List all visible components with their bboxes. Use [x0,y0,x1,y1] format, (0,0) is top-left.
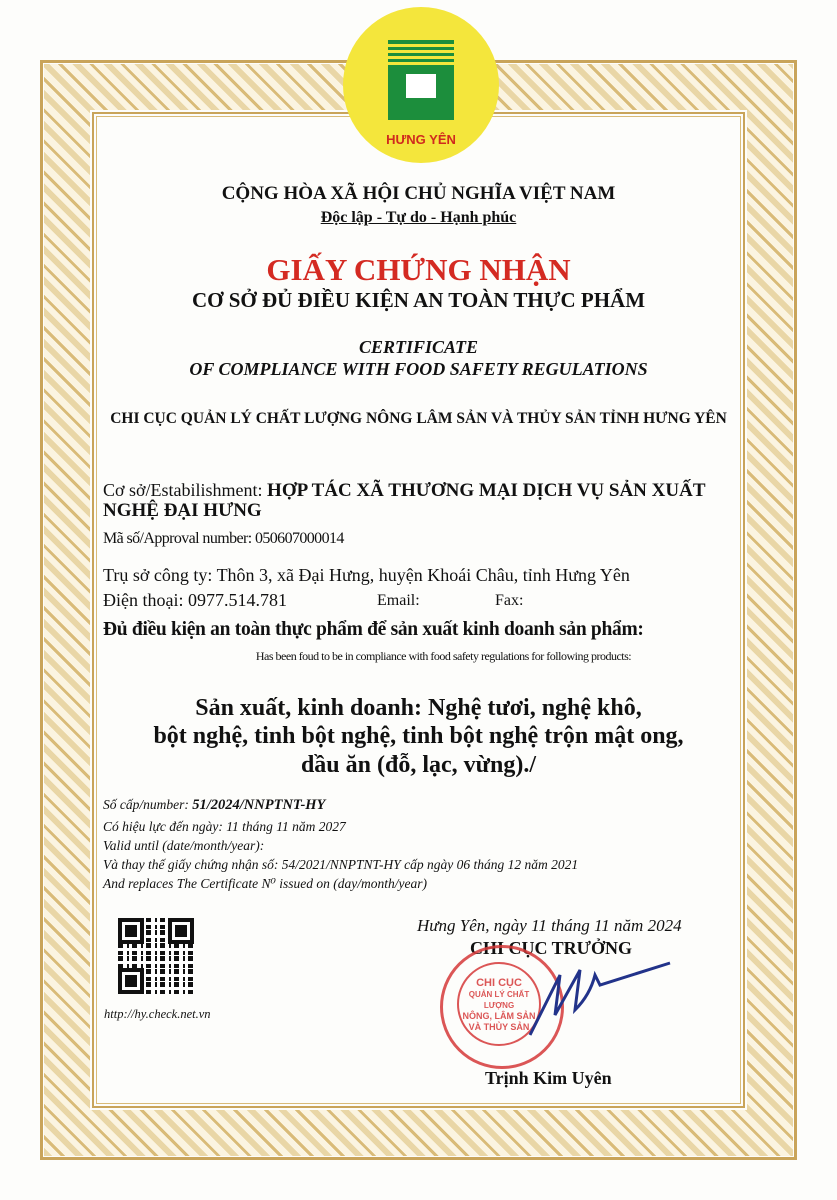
certificate-subtitle: CƠ SỞ ĐỦ ĐIỀU KIỆN AN TOÀN THỰC PHẨM [191,288,646,312]
establishment-name-cont: NGHỆ ĐẠI HƯNG [103,500,262,521]
phone-label: Điện thoại: [103,590,184,610]
number-label: Số cấp/number: [103,797,189,812]
valid-until-line [103,819,346,835]
approval-line [103,530,344,548]
stamp-line: NÔNG, LÂM SẢN [462,1011,536,1021]
certificate-subtitle-en: OF COMPLIANCE WITH FOOD SAFETY REGULATIONS [189,359,648,379]
valid-until-date: 11 tháng 11 năm 2027 [226,819,346,834]
signer-name: Trịnh Kim Uyên [485,1068,612,1088]
valid-until-en: Valid until (date/month/year): [103,838,265,853]
signer-position: CHI CỤC TRƯỞNG [470,938,633,958]
replaces-line-en: And replaces The Certificate N⁰ issued on (day/month/year) [103,876,427,891]
issuing-authority: CHI CỤC QUẢN LÝ CHẤT LƯỢNG NÔNG LÂM SẢN VÀ THỦY SẢN TỈNH HƯNG YÊN [110,410,727,427]
compliance-heading-en: Has been foud to be in compliance with food safety regulations for following products: [255,649,632,663]
fax-label: Fax: [495,592,524,609]
product-line: Sản xuất, kinh doanh: Nghệ tươi, nghệ khô, [195,695,642,721]
email-label: Email: [377,592,420,609]
motto: Độc lập - Tự do - Hạnh phúc [320,209,517,226]
certificate-number: 51/2024/NNPTNT-HY [192,797,326,813]
temple-icon [406,74,436,98]
product-line: bột nghệ, tinh bột nghệ, tinh bột nghệ trộn mật ong, [153,723,684,749]
approval-label: Mã số/Approval number: [103,530,252,547]
certificate-title-en: CERTIFICATE [358,337,479,357]
handwritten-signature [520,955,690,1045]
address-value: Thôn 3, xã Đại Hưng, huyện Khoái Châu, tỉnh Hưng Yên [216,565,630,585]
logo-n-emblem [388,40,454,120]
qr-url: http://hy.check.net.vn [104,1007,211,1021]
qr-code[interactable] [118,918,194,994]
stamp-line: VÀ THỦY SẢN [468,1022,530,1032]
compliance-heading: Đủ điều kiện an toàn thực phẩm để sản xuất kinh doanh sản phẩm: [103,619,644,640]
country-name: CỘNG HÒA XÃ HỘI CHỦ NGHĨA VIỆT NAM [221,183,616,204]
stamp-line: QUẢN LÝ CHẤT LƯỢNG [468,990,530,1010]
stamp-line: CHI CỤC [476,977,522,989]
replaces-line: Và thay thế giấy chứng nhận số: 54/2021/NNPTNT-HY cấp ngày 06 tháng 12 năm 2021 [103,857,579,872]
phone-line [103,590,287,611]
valid-label: Có hiệu lực đến ngày: [103,819,223,834]
address-line [103,565,630,586]
logo-text: HƯNG YÊN [386,132,456,147]
certificate-number-line [103,797,325,814]
establishment-label: Cơ sở/Estabilishment: [103,480,263,500]
phone-value: 0977.514.781 [187,590,287,610]
certificate-title: GIẤY CHỨNG NHẬN [266,252,571,287]
approval-number: 050607000014 [254,530,344,547]
hung-yen-logo [343,7,499,163]
place-date: Hưng Yên, ngày 11 tháng 11 năm 2024 [417,916,682,935]
product-line: dầu ăn (đỗ, lạc, vừng)./ [300,752,537,778]
address-label: Trụ sở công ty: [103,565,213,585]
establishment-name: HỢP TÁC XÃ THƯƠNG MẠI DỊCH VỤ SẢN XUẤT [267,480,706,501]
establishment-line [103,480,706,502]
